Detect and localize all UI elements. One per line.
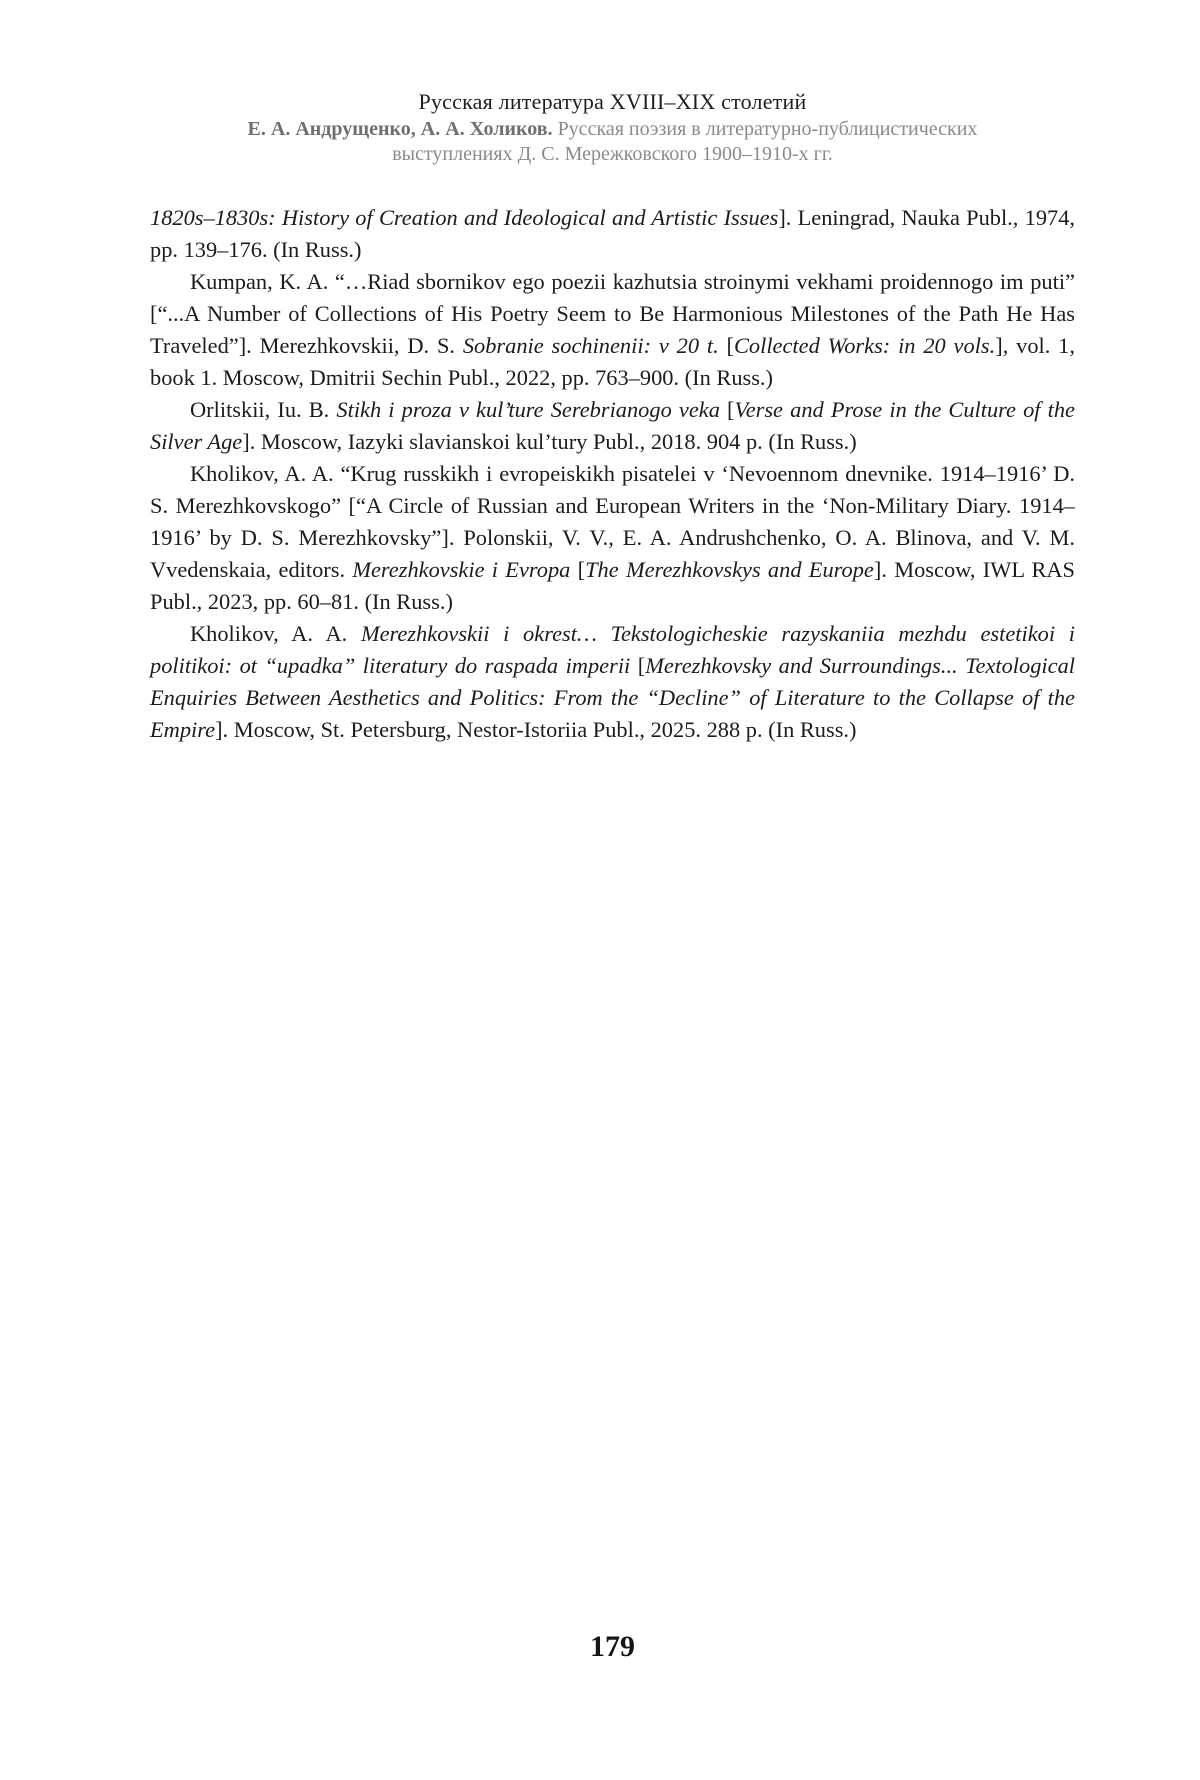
roman-run: ]. Moscow, St. Petersburg, Nestor-Istoriia Publ., 2025. 288 p. (In Russ.) (215, 717, 857, 742)
series-title: Русская литература XVIII–XIX столетий (418, 89, 807, 114)
bib-entry-orlitskii-2018 (150, 394, 1075, 458)
italic-run: 1820s–1830s: History of Creation and Ideological and Artistic Issues (150, 205, 779, 230)
roman-run: [ (630, 653, 646, 678)
roman-run: Kumpan, K. A. “…Riad sbornikov ego poezii kazhutsia stroinymi vekhami proidennogo im puti” [“...A Number of Collections of His Poetry Seem to Be Harmonious Milestones of the Path He Has Traveled”]. Merezhkovskii, D. S. (150, 269, 1075, 358)
article-title-line1: Русская поэзия в литературно-публицистических (552, 118, 978, 140)
roman-run: ], vol. 1, book 1. Moscow, Dmitrii Sechin Publ., 2022, pp. 763–900. (In Russ.) (150, 333, 1075, 390)
bib-entry-continuation-1974 (150, 202, 1075, 266)
roman-run: [ (718, 333, 734, 358)
roman-run: ]. Moscow, Iazyki slavianskoi kul’tury Publ., 2018. 904 p. (In Russ.) (242, 429, 857, 454)
article-authors: Е. А. Андрущенко, А. А. Холиков. (247, 118, 553, 140)
italic-run: The Merezhkovskys and Europe (585, 557, 874, 582)
bibliography (150, 202, 1075, 746)
bib-entry-kholikov-2023 (150, 458, 1075, 618)
roman-run: [ (719, 397, 735, 422)
roman-run: Kholikov, A. A. (190, 621, 361, 646)
article-title-line2: выступлениях Д. С. Мережковского 1900–1910-х гг. (392, 143, 833, 165)
italic-run: Merezhkovskie i Evropa (352, 557, 571, 582)
italic-run: Merezhkovsky and Surroundings... Textological Enquiries Between Aesthetics and Politics: From the “Decline” of Literature to the Collapse of the Empire (150, 653, 1075, 742)
roman-run: ]. Moscow, IWL RAS Publ., 2023, pp. 60–81. (In Russ.) (150, 557, 1075, 614)
page-number: 179 (590, 1630, 635, 1663)
text-column (150, 0, 1075, 746)
italic-run: Collected Works: in 20 vols. (733, 333, 996, 358)
roman-run: Orlitskii, Iu. B. (190, 397, 337, 422)
italic-run: Sobranie sochinenii: v 20 t. (462, 333, 719, 358)
article-reference (150, 117, 1075, 167)
roman-run: [ (570, 557, 586, 582)
italic-run: Merezhkovskii i okrest… Tekstologicheskie razyskaniia mezhdu estetikoi i politikoi: ot “upadka” literatury do raspada imperii (150, 621, 1076, 678)
roman-run: Kholikov, A. A. “Krug russkikh i evropeiskikh pisatelei v ‘Nevoennom dnevnike. 1914–1916’ D. S. Merezhkovskogo” [“A Circle of Russian and European Writers in the ‘Non-Military Diary. 1914–1916’ by D. S. Merezhkovsky”]. Polonskii, V. V., E. A. Andrushchenko, O. A. Blinova, and V. M. Vvedenskaia, editors. (150, 461, 1075, 582)
roman-run: ]. Leningrad, Nauka Publ., 1974, pp. 139–176. (In Russ.) (150, 205, 1075, 262)
running-head (150, 0, 1075, 167)
italic-run: Stikh i proza v kul’ture Serebrianogo veka (336, 397, 720, 422)
bib-entry-kholikov-2025 (150, 618, 1075, 746)
bib-entry-kumpan-2022 (150, 266, 1075, 394)
italic-run: Verse and Prose in the Culture of the Silver Age (150, 397, 1075, 454)
